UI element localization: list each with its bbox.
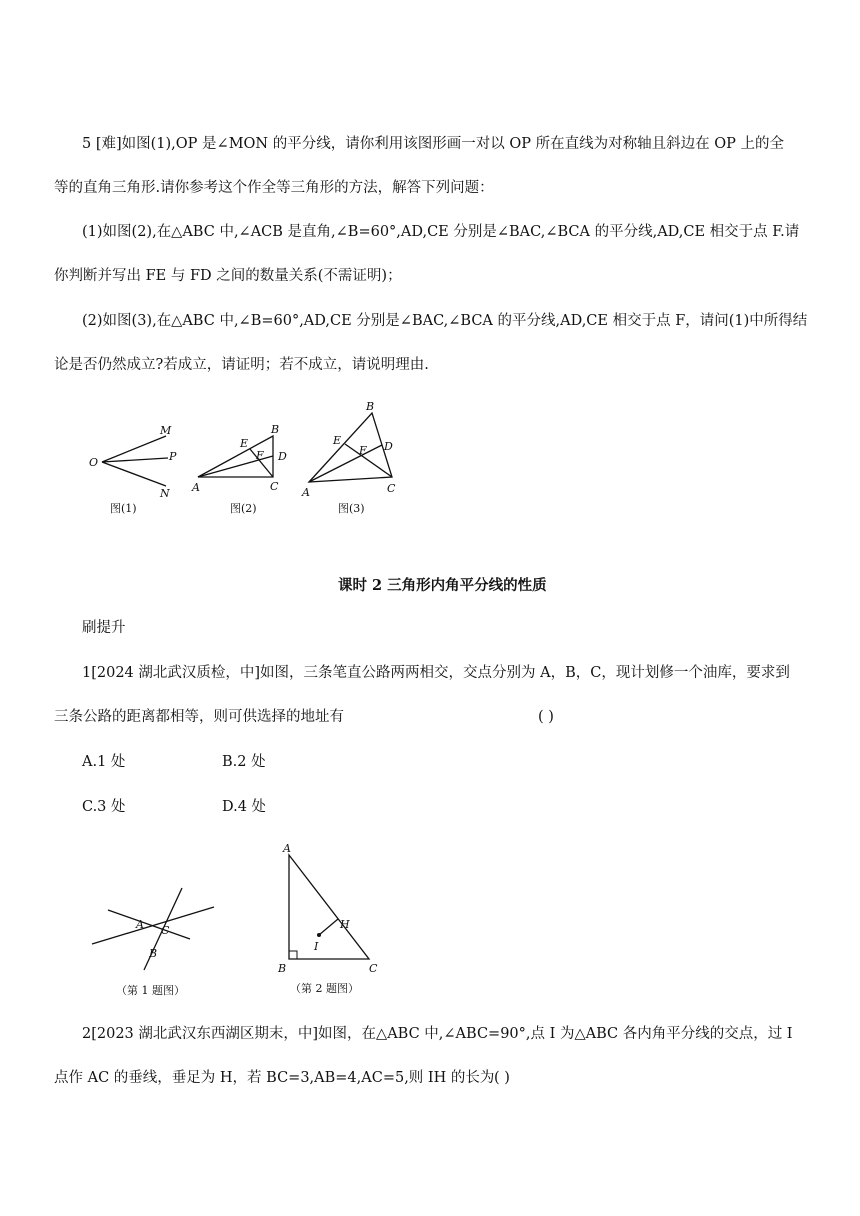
label-C: C [387,482,396,495]
label-B: B [366,400,375,413]
caption-fig1: 图(1) [110,502,137,515]
label-B: B [149,947,158,960]
option-d: D.4 处 [222,799,267,815]
figure-q2-right-triangle [277,842,378,995]
label-A: A [302,486,310,499]
caption-q1-figure: （第 1 题图） [116,984,185,997]
question1-answer-paren: ( ) [538,709,554,725]
figure-3-triangle [301,400,396,515]
option-a: A.1 处 [82,754,126,770]
label-C: C [369,962,378,975]
section-subheading: 刷提升 [82,620,126,636]
label-I: I [314,940,319,953]
caption-q2-figure: （第 2 题图） [290,982,359,995]
section-title: 课时 2 三角形内角平分线的性质 [338,577,547,594]
label-D: D [384,440,393,453]
label-E: E [333,434,342,447]
problem5-line2: 等的直角三角形.请你参考这个作全等三角形的方法，解答下列问题： [54,180,494,196]
problem5-q1-line1: (1)如图(2),在△ABC 中,∠ACB 是直角,∠B=60°,AD,CE 分别是∠BAC,∠BCA 的平分线,AD,CE 相交于点 F.请 [82,224,800,240]
incenter-point [317,933,321,937]
label-B: B [278,962,287,975]
question-figures [80,838,400,1000]
label-C: C [161,924,170,937]
label-A: A [192,481,200,494]
label-P: P [169,450,177,463]
option-c: C.3 处 [82,799,126,815]
figure-q1-intersecting-roads [92,888,214,997]
figure-1-angle-bisector [89,424,177,515]
problem5-figures [80,392,410,522]
label-C: C [270,480,279,493]
label-M: M [160,424,172,437]
caption-fig3: 图(3) [338,502,365,515]
label-F: F [359,444,367,457]
problem5-q2-line2: 论是否仍然成立?若成立，请证明；若不成立，请说明理由. [54,357,429,373]
label-D: D [278,450,287,463]
label-F: F [256,449,264,462]
label-B: B [271,423,280,436]
question2-line1: 2[2023 湖北武汉东西湖区期末，中]如图，在△ABC 中,∠ABC=90°,点 I 为△ABC 各内角平分线的交点，过 I [82,1026,793,1042]
label-N: N [160,487,170,500]
label-O: O [89,456,99,469]
option-b: B.2 处 [222,754,266,770]
problem5-q2-line1: (2)如图(3),在△ABC 中,∠B=60°,AD,CE 分别是∠BAC,∠BCA 的平分线,AD,CE 相交于点 F，请问(1)中所得结 [82,313,808,329]
question1-line2: 三条公路的距离都相等，则可供选择的地址有 [54,709,344,725]
question2-line2: 点作 AC 的垂线，垂足为 H，若 BC=3,AB=4,AC=5,则 IH 的长为 [54,1070,495,1086]
question2-answer-paren: ( ) [494,1070,510,1086]
label-H: H [340,918,350,931]
label-A: A [283,842,291,855]
label-A: A [136,918,144,931]
problem5-q1-line2: 你判断并写出 FE 与 FD 之间的数量关系(不需证明)； [54,268,402,284]
label-E: E [240,437,249,450]
problem5-line1: 5 [难]如图(1),OP 是∠MON 的平分线，请你利用该图形画一对以 OP 所在直线为对称轴且斜边在 OP 上的全 [82,136,784,152]
figure-2-right-triangle [191,423,287,515]
caption-fig2: 图(2) [230,502,257,515]
question1-line1: 1[2024 湖北武汉质检，中]如图，三条笔直公路两两相交，交点分别为 A，B，C，现计划修一个油库，要求到 [82,665,790,681]
